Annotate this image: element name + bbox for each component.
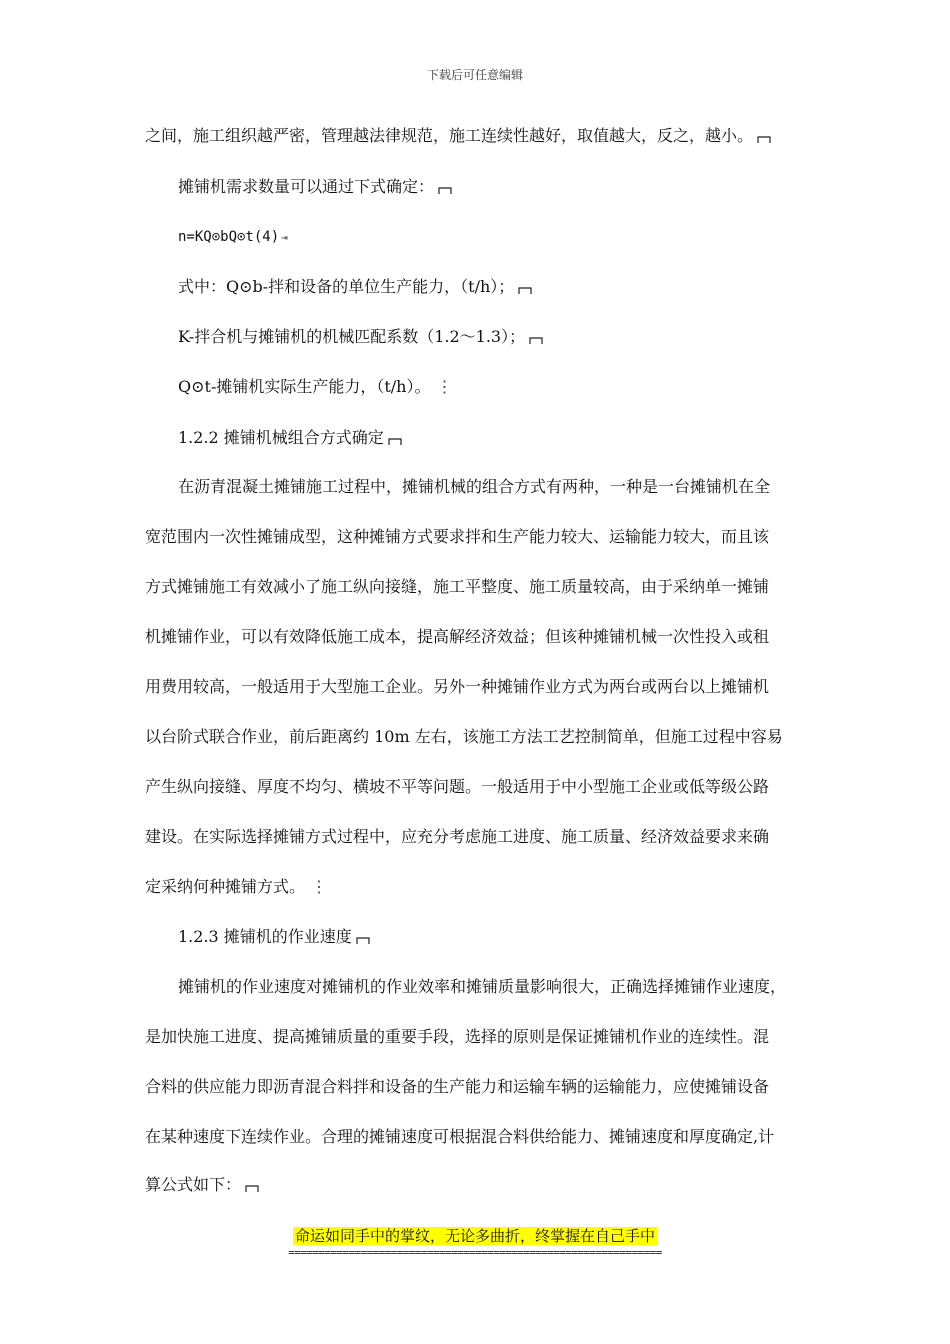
text-line: 是加快施工进度、提高摊铺质量的重要手段，选择的原则是保证摊铺机作业的连续性。混: [145, 1027, 770, 1046]
text-line: Q⊙t-摊铺机实际生产能力，（t/h）。 ⋮: [178, 377, 453, 396]
text-line: 合料的供应能力即沥青混合料拌和设备的生产能力和运输车辆的运输能力，应使摊铺设备: [145, 1077, 770, 1096]
paragraph-mark-icon: [529, 336, 543, 344]
text-line: 宽范围内一次性摊铺成型，这种摊铺方式要求拌和生产能力较大、运输能力较大，而且该: [145, 527, 770, 546]
paragraph-mark-icon: [388, 437, 402, 445]
section-heading: 1.2.2 摊铺机械组合方式确定: [178, 428, 402, 448]
paragraph-mark-icon: [757, 135, 771, 143]
text-line: 算公式如下：: [145, 1175, 259, 1195]
text-line: 在某种速度下连续作业。合理的摊铺速度可根据混合料供给能力、摊铺速度和厚度确定,计: [145, 1127, 775, 1146]
paragraph-mark-icon: [356, 936, 370, 944]
text-line: 方式摊铺施工有效减小了施工纵向接缝，施工平整度、施工质量较高，由于采纳单一摊铺: [145, 577, 770, 596]
text-line: 以台阶式联合作业，前后距离约 10m 左右，该施工方法工艺控制简单，但施工过程中容易: [145, 727, 783, 746]
formula-line: n=KQ⊙bQ⊙t(4) ⇥: [178, 229, 288, 245]
paragraph-mark-icon: [518, 286, 532, 294]
footer-motto: 命运如同手中的掌纹，无论多曲折，终掌握在自己手中: [294, 1227, 655, 1245]
text-line: 摊铺机的作业速度对摊铺机的作业效率和摊铺质量影响很大，正确选择摊铺作业速度，: [178, 977, 787, 996]
text-line: K-拌合机与摊铺机的机械匹配系数（1.2～1.3）；: [178, 327, 543, 347]
page-header: 下载后可任意编辑: [426, 68, 523, 82]
equation-mark-icon: ⇥: [281, 231, 288, 244]
text-line: 机摊铺作业，可以有效降低施工成本，提高解经济效益；但该种摊铺机械一次性投入或租: [145, 627, 770, 646]
text-line: 式中：Q⊙b-拌和设备的单位生产能力，（t/h）；: [178, 277, 532, 297]
line-break-mark-icon: ⋮: [436, 377, 453, 396]
text-line: 在沥青混凝土摊铺施工过程中，摊铺机械的组合方式有两种，一种是一台摊铺机在全: [178, 477, 771, 496]
line-break-mark-icon: ⋮: [311, 877, 328, 896]
footer-rule: ==============================================================: [288, 1246, 662, 1259]
text-line: 之间，施工组织越严密，管理越法律规范，施工连续性越好，取值越大，反之，越小。: [145, 126, 771, 146]
paragraph-mark-icon: [438, 186, 452, 194]
text-line: 定采纳何种摊铺方式。 ⋮: [145, 877, 328, 896]
section-heading: 1.2.3 摊铺机的作业速度: [178, 927, 370, 947]
text-line: 用费用较高，一般适用于大型施工企业。另外一种摊铺作业方式为两台或两台以上摊铺机: [145, 677, 770, 696]
paragraph-mark-icon: [245, 1184, 259, 1192]
text-line: 摊铺机需求数量可以通过下式确定：: [178, 177, 452, 197]
text-line: 建设。在实际选择摊铺方式过程中，应充分考虑施工进度、施工质量、经济效益要求来确: [145, 827, 770, 846]
text-line: 产生纵向接缝、厚度不均匀、横坡不平等问题。一般适用于中小型施工企业或低等级公路: [145, 777, 770, 796]
